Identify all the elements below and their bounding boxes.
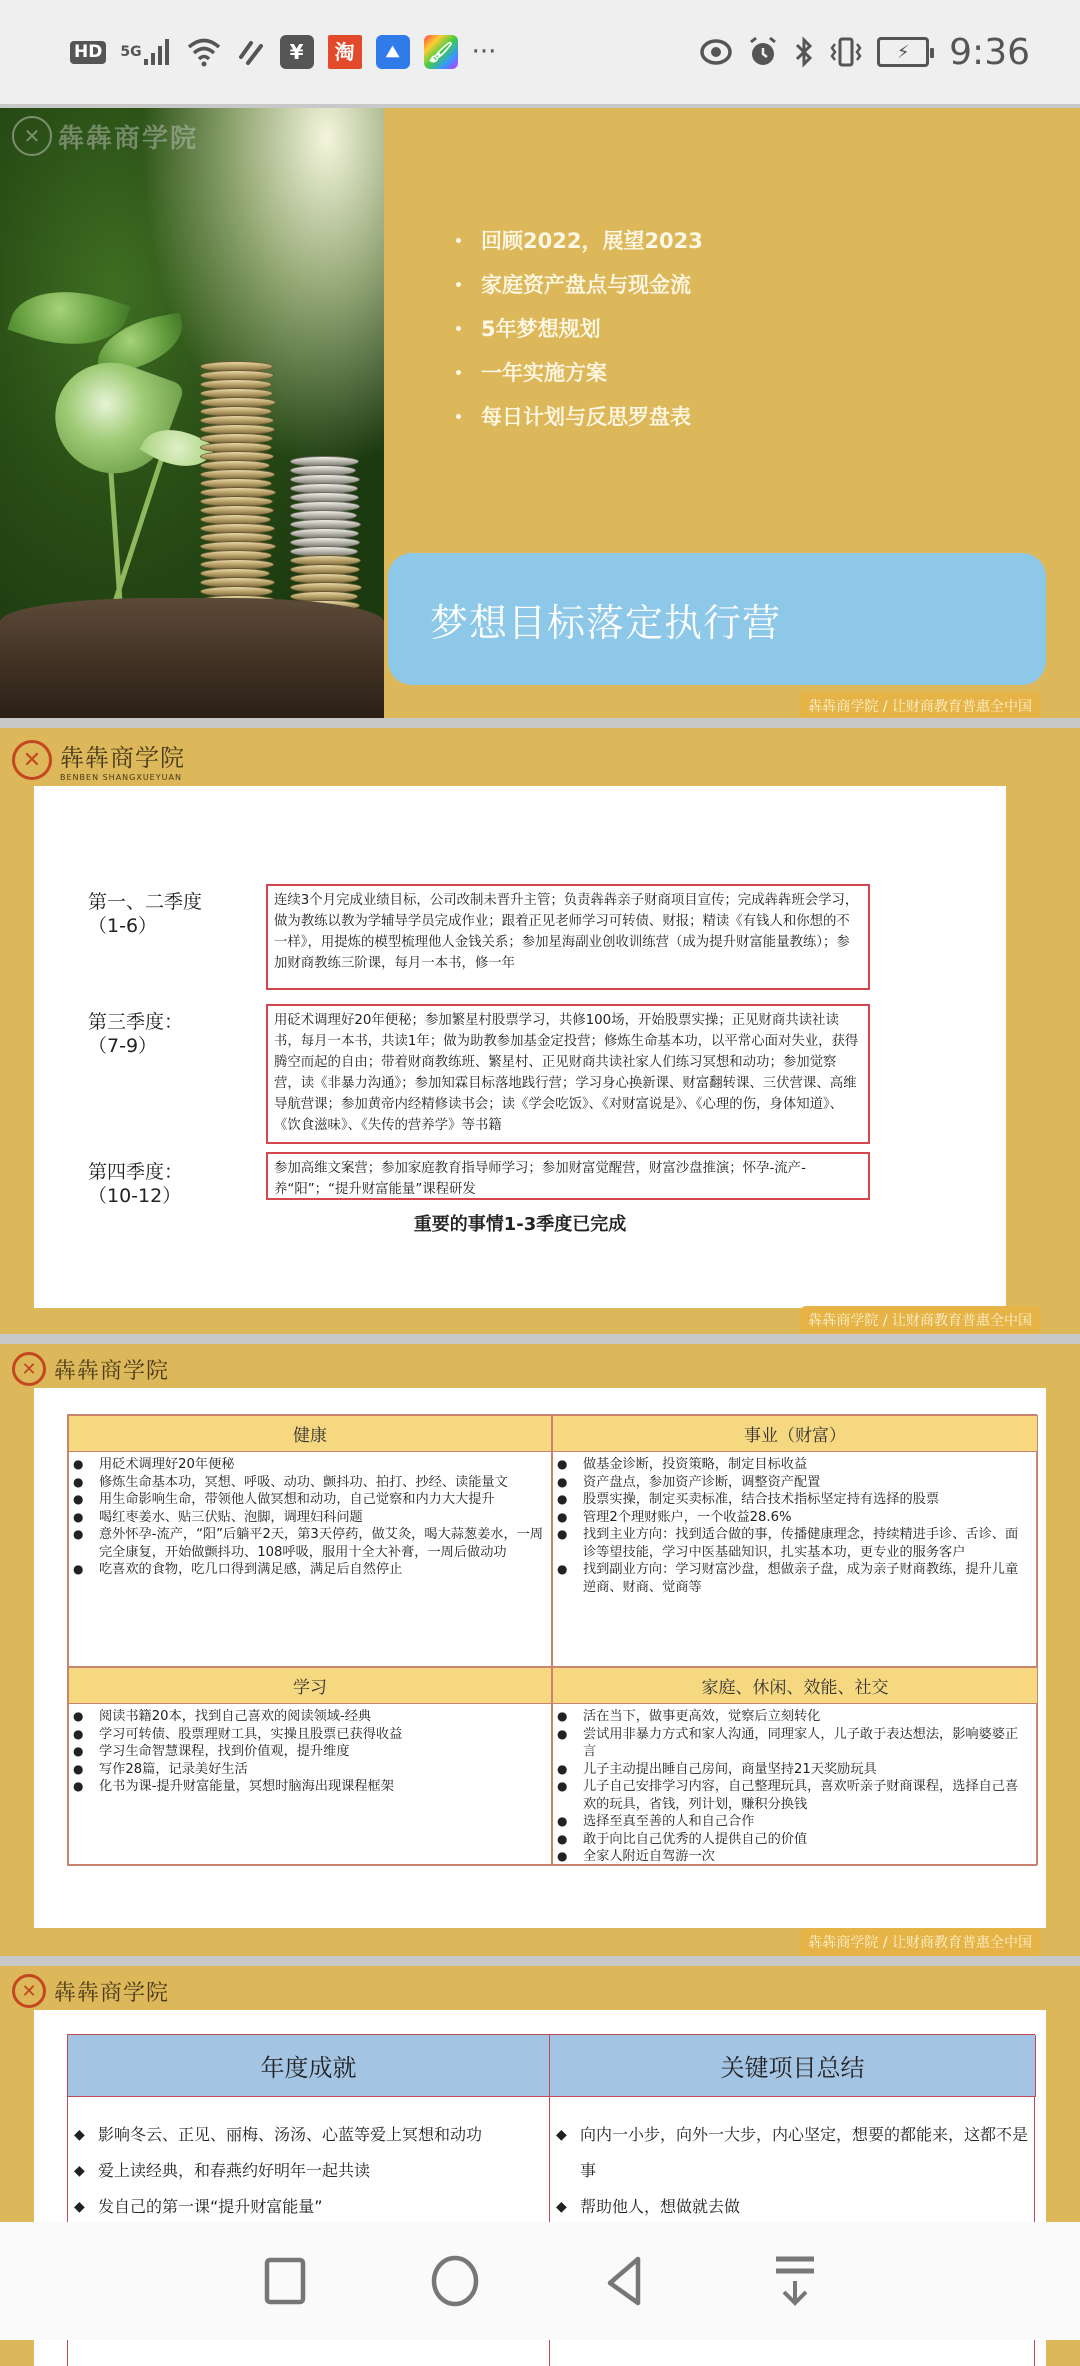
system-nav-bar bbox=[0, 2222, 1080, 2340]
bullet-icon: ● bbox=[73, 1709, 84, 1723]
soil bbox=[0, 598, 384, 718]
list-item bbox=[73, 1509, 545, 1527]
agenda-item: 每日计划与反思罗盘表 bbox=[456, 394, 703, 438]
list-item-text: 全家人附近自驾游一次 bbox=[583, 1849, 715, 1864]
list-item bbox=[557, 1561, 1031, 1596]
column-header-achievements: 年度成就 bbox=[68, 2035, 550, 2097]
bullet-icon: ● bbox=[557, 1474, 568, 1489]
bullet-icon: ◆ bbox=[556, 2127, 567, 2143]
list-item bbox=[557, 1813, 1031, 1831]
bullet-icon: ● bbox=[557, 1709, 568, 1723]
agenda-item: 5年梦想规划 bbox=[456, 306, 703, 350]
bullet-dot-icon bbox=[456, 238, 461, 243]
more-dots-icon: ··· bbox=[471, 37, 497, 67]
list-item bbox=[557, 1848, 1031, 1865]
agenda-item: 一年实施方案 bbox=[456, 350, 703, 394]
bullet-dot-icon bbox=[456, 370, 461, 375]
list-item-text: 找到副业方向：学习财富沙盘，想做亲子盘，成为亲子财商教练，提升儿童逆商、财商、觉商等 bbox=[583, 1562, 1019, 1595]
list-item bbox=[73, 1526, 545, 1561]
bullet-dot-icon bbox=[456, 326, 461, 331]
bullet-icon: ● bbox=[557, 1779, 568, 1793]
hd-icon: HD bbox=[70, 41, 106, 64]
area-list bbox=[69, 1452, 551, 1579]
list-item-text: 股票实操，制定买卖标准，结合技术指标坚定持有选择的股票 bbox=[583, 1492, 940, 1507]
vibrate-icon bbox=[829, 36, 863, 68]
bullet-icon: ● bbox=[557, 1814, 568, 1828]
bullet-icon: ● bbox=[73, 1474, 84, 1489]
area-cell-family: 家庭、休闲、效能、社交 ● 活在当下，做事更高效，觉察后立刻转化 ● 尝试用非暴力方式和家人沟通，同理家人，儿子敢于表达想法，影响婆婆正言 ● 儿子主动提出睡自己房间，商量坚持21天奖励玩具 ● 儿子自己安排学习内容，自己整理玩具，喜欢听亲子财商课程，选择自己喜欢的玩具，省钱，列计划，赚积分换钱 ● 选择至真至善的人和自己合作 ● 敢于向比自己优秀的人提供自己的价值 ● 全家人附近自驾游一次 bbox=[552, 1667, 1038, 1865]
bullet-icon: ● bbox=[557, 1726, 568, 1741]
slide-footer: 犇犇商学院 / 让财商教育普惠全中国 bbox=[800, 692, 1040, 718]
back-triangle-icon bbox=[600, 2255, 650, 2307]
slide-four-areas bbox=[0, 1344, 1080, 1956]
home-circle-icon bbox=[429, 2255, 481, 2307]
bluetooth-icon bbox=[793, 36, 815, 68]
area-cell-health: 健康 ● 用砭术调理好20年便秘 ● 修炼生命基本功，冥想、呼吸、动功、颤抖功、拍打、抄经、读能量文 ● 用生命影响生命，带领他人做冥想和动功，自己觉察和内力大大提升 ● 喝红枣姜水、贴三伏贴、泡脚，调理妇科问题 ● 意外怀孕-流产，“阳”后躺平2天，第3天停药，做艾灸，喝大蒜葱姜水，一周完全康复，开始做颤抖功、108呼吸，服用十全大补膏，一周后做动功 ● 吃喜欢的食物，吃几口得到满足感，满足后自然停止 bbox=[68, 1415, 552, 1667]
list-item bbox=[557, 1761, 1031, 1779]
brand-mark-icon: ✕ bbox=[12, 116, 52, 156]
list-item-text: 化书为课-提升财富能量，冥想时脑海出现课程框架 bbox=[99, 1779, 394, 1794]
list-item bbox=[557, 1831, 1031, 1849]
coin-stack-short bbox=[290, 458, 362, 611]
brand-mark-icon: ✕ bbox=[12, 740, 52, 780]
list-item bbox=[556, 2117, 1028, 2189]
list-item bbox=[73, 1456, 545, 1474]
list-item-text: 爱上读经典，和春燕约好明年一起共读 bbox=[98, 2161, 371, 2180]
bullet-icon: ● bbox=[73, 1744, 84, 1758]
quarter-text-box: 参加高维文案营；参加家庭教育指导师学习；参加财富觉醒营，财富沙盘推演；怀孕-流产-养“阳”；“提升财富能量”课程研发 bbox=[266, 1152, 870, 1200]
list-item-text: 影响冬云、正见、丽梅、汤汤、心蓝等爱上冥想和动功 bbox=[98, 2125, 483, 2144]
list-item-text: 找到主业方向：找到适合做的事，传播健康理念，持续精进手诊、舌诊、面诊等望技能，学习中医基础知识，扎实基本功，更专业的服务客户 bbox=[583, 1527, 1019, 1560]
bullet-icon: ● bbox=[73, 1527, 84, 1541]
wifi-icon bbox=[186, 37, 222, 67]
list-item-text: 帮助他人，想做就去做 bbox=[580, 2197, 741, 2216]
back-button[interactable] bbox=[540, 2241, 710, 2321]
list-item-text: 选择至真至善的人和自己合作 bbox=[583, 1814, 755, 1829]
slide-content-card bbox=[34, 1388, 1046, 1928]
list-item-text: 写作28篇，记录美好生活 bbox=[99, 1761, 248, 1777]
list-item bbox=[557, 1509, 1031, 1527]
list-item-text: 敢于向比自己优秀的人提供自己的价值 bbox=[583, 1831, 808, 1847]
bullet-icon: ● bbox=[73, 1726, 84, 1741]
bullet-icon: ● bbox=[557, 1562, 568, 1576]
quarter-label: 第三季度： （7-9） bbox=[88, 1011, 184, 1057]
list-item-text: 尝试用非暴力方式和家人沟通，同理家人，儿子敢于表达想法，影响婆婆正言 bbox=[583, 1726, 1019, 1759]
list-item-text: 发自己的第一课“提升财富能量” bbox=[98, 2197, 323, 2216]
bullet-icon: ◆ bbox=[556, 2199, 567, 2215]
list-item-text: 吃喜欢的食物，吃几口得到满足感，满足后自然停止 bbox=[99, 1562, 403, 1577]
home-button[interactable] bbox=[370, 2241, 540, 2321]
recents-square-icon bbox=[260, 2256, 310, 2306]
quarter-text-box: 用砭术调理好20年便秘；参加繁星村股票学习，共修100场，开始股票实操；正见财商共读社读书，每月一本书，共读1年；做为助教参加基金定投营；修炼生命基本功，以平常心面对失业，获得腾空而起的自由；带着财商教练班、繁星村、正见财商共读社家人们练习冥想和动功；参加觉察营，读《非暴力沟通》；参加知霖目标落地践行营；学习身心换新课、财富翻转课、三伏营课、高维导航营课；参加黄帝内经精修读书会；读《学会吃饭》、《对财富说是》、《心理的伤，身体知道》、《饮食滋味》、《失传的营养学》等书籍 bbox=[266, 1004, 870, 1144]
list-item-text: 儿子自己安排学习内容，自己整理玩具，喜欢听亲子财商课程，选择自己喜欢的玩具，省钱，列计划，赚积分换钱 bbox=[583, 1779, 1019, 1812]
list-item bbox=[73, 1491, 545, 1509]
link-icon bbox=[236, 37, 266, 67]
list-item-text: 向内一小步，向外一大步，内心坚定，想要的都能来，这都不是事 bbox=[580, 2125, 1029, 2180]
list-item-text: 阅读书籍20本，找到自己喜欢的阅读领域-经典 bbox=[99, 1709, 372, 1724]
bullet-icon: ● bbox=[73, 1457, 84, 1471]
agenda-list bbox=[456, 218, 703, 438]
list-item-text: 用砭术调理好20年便秘 bbox=[99, 1457, 235, 1472]
alarm-icon bbox=[747, 36, 779, 68]
battery-charging-icon: ⚡ bbox=[877, 37, 929, 67]
list-item bbox=[557, 1456, 1031, 1474]
column-header-key-projects: 关键项目总结 bbox=[550, 2035, 1036, 2097]
list-item bbox=[73, 1761, 545, 1779]
bullet-icon: ● bbox=[557, 1527, 568, 1541]
list-item bbox=[557, 1778, 1031, 1813]
bullet-icon: ● bbox=[557, 1761, 568, 1776]
bullet-dot-icon bbox=[456, 414, 461, 419]
list-item-text: 喝红枣姜水、贴三伏贴、泡脚，调理妇科问题 bbox=[99, 1509, 363, 1525]
area-cell-learning: 学习 ● 阅读书籍20本，找到自己喜欢的阅读领域-经典 ● 学习可转债、股票理财工具，实操且股票已获得收益 ● 学习生命智慧课程，找到价值观，提升维度 ● 写作28篇，记录美好生活 ● 化书为课-提升财富能量，冥想时脑海出现课程框架 bbox=[68, 1667, 552, 1865]
agenda-item: 回顾2022，展望2023 bbox=[456, 218, 703, 262]
list-item bbox=[73, 1743, 545, 1761]
list-item-text: 儿子主动提出睡自己房间，商量坚持21天奖励玩具 bbox=[583, 1761, 877, 1777]
bullet-icon: ● bbox=[557, 1509, 568, 1524]
list-item-text: 活在当下，做事更高效，觉察后立刻转化 bbox=[583, 1709, 821, 1724]
cloud-app-icon: ⛰ bbox=[376, 35, 410, 69]
bullet-icon: ● bbox=[73, 1761, 84, 1776]
bullet-icon: ● bbox=[73, 1779, 84, 1793]
5g-signal-icon: 5G bbox=[120, 37, 171, 67]
life-areas-grid bbox=[67, 1414, 1037, 1866]
brand-logo: ✕ 犇犇商学院 BENBEN SHANGXUEYUAN bbox=[12, 738, 185, 782]
list-item-text: 意外怀孕-流产，“阳”后躺平2天，第3天停药，做艾灸，喝大蒜葱姜水，一周完全康复，开始做颤抖功、108呼吸，服用十全大补膏，一周后做动功 bbox=[99, 1527, 544, 1560]
area-cell-career: 事业（财富） ● 做基金诊断，投资策略，制定目标收益 ● 资产盘点，参加资产诊断，调整资产配置 ● 股票实操，制定买卖标准，结合技术指标坚定持有选择的股票 ● 管理2个理财账户，一个收益28.6% ● 找到主业方向：找到适合做的事，传播健康理念，持续精进手诊、舌诊、面诊等望技能，学习中医基础知识，扎实基本功，更专业的服务客户 ● 找到副业方向：学习财富沙盘，想做亲子盘，成为亲子财商教练，提升儿童逆商、财商、觉商等 bbox=[552, 1415, 1038, 1667]
list-item bbox=[557, 1708, 1031, 1726]
notification-pull-button[interactable] bbox=[710, 2241, 880, 2321]
slide-content-card bbox=[34, 786, 1006, 1308]
brand-logo-faded: ✕ 犇犇商学院 bbox=[12, 116, 198, 156]
wallet-app-icon: ¥ bbox=[280, 35, 314, 69]
bullet-icon: ● bbox=[557, 1831, 568, 1846]
brand-mark-icon: ✕ bbox=[12, 1974, 46, 2008]
bullet-icon: ● bbox=[73, 1509, 84, 1524]
list-item bbox=[74, 2117, 541, 2153]
slide-cover bbox=[0, 108, 1080, 718]
agenda-item: 家庭资产盘点与现金流 bbox=[456, 262, 703, 306]
paint-app-icon: 🖌 bbox=[424, 35, 458, 69]
list-item bbox=[74, 2153, 541, 2189]
quarter-label: 第四季度： （10-12） bbox=[88, 1161, 184, 1207]
area-list bbox=[553, 1704, 1037, 1865]
recents-button[interactable] bbox=[200, 2241, 370, 2321]
list-item bbox=[557, 1474, 1031, 1492]
list-item bbox=[556, 2189, 1028, 2225]
pull-down-icon bbox=[770, 2255, 820, 2307]
status-right-icons bbox=[699, 32, 1030, 73]
list-item bbox=[557, 1491, 1031, 1509]
slide-footer: 犇犇商学院 / 让财商教育普惠全中国 bbox=[800, 1928, 1040, 1956]
list-item-text: 做基金诊断，投资策略，制定目标收益 bbox=[583, 1457, 808, 1472]
bullet-dot-icon bbox=[456, 282, 461, 287]
bullet-icon: ● bbox=[73, 1562, 84, 1576]
bullet-icon: ◆ bbox=[74, 2127, 85, 2143]
list-item-text: 修炼生命基本功，冥想、呼吸、动功、颤抖功、拍打、抄经、读能量文 bbox=[99, 1474, 508, 1490]
list-item-text: 资产盘点，参加资产诊断，调整资产配置 bbox=[583, 1474, 821, 1490]
list-item bbox=[73, 1561, 545, 1579]
eye-icon bbox=[699, 37, 733, 67]
brand-logo: ✕ 犇犇商学院 bbox=[12, 1352, 169, 1386]
bullet-icon: ● bbox=[73, 1492, 84, 1506]
coin-stack-tall bbox=[200, 363, 276, 633]
list-item bbox=[557, 1726, 1031, 1761]
list-item bbox=[74, 2189, 541, 2225]
list-item bbox=[73, 1474, 545, 1492]
cover-photo-plant-coins bbox=[0, 108, 384, 718]
cover-title-banner bbox=[388, 553, 1046, 685]
cover-title: 梦想目标落定执行营 bbox=[430, 600, 782, 645]
status-time: 9:36 bbox=[949, 31, 1030, 73]
bullet-icon: ● bbox=[557, 1492, 568, 1506]
quarter-text-box: 连续3个月完成业绩目标，公司改制未晋升主管；负责犇犇亲子财商项目宣传；完成犇犇班会学习，做为教练以教为学辅导学员完成作业；跟着正见老师学习可转债、财报；精读《有钱人和你想的不一样》，用提炼的模型梳理他人金钱关系；参加星海副业创收训练营（成为提升财富能量教练）；参加财商教练三阶课，每月一本书，修一年 bbox=[266, 884, 870, 990]
status-left-icons bbox=[70, 35, 496, 69]
bullet-icon: ● bbox=[557, 1457, 568, 1471]
quarter-label: 第一、二季度 （1-6） bbox=[88, 891, 203, 937]
slide-quarterly-review bbox=[0, 728, 1080, 1334]
brand-mark-icon: ✕ bbox=[12, 1352, 46, 1386]
list-item-text: 学习可转债、股票理财工具，实操且股票已获得收益 bbox=[99, 1726, 403, 1742]
brand-logo: ✕ 犇犇商学院 bbox=[12, 1974, 169, 2008]
area-list bbox=[69, 1704, 551, 1796]
bullet-icon: ◆ bbox=[74, 2199, 85, 2215]
area-list bbox=[553, 1452, 1037, 1596]
review-summary: 重要的事情1-3季度已完成 bbox=[413, 1214, 627, 1235]
taobao-app-icon: 淘 bbox=[328, 35, 362, 69]
bullet-icon: ● bbox=[557, 1849, 568, 1863]
list-item bbox=[73, 1778, 545, 1796]
slide-footer: 犇犇商学院 / 让财商教育普惠全中国 bbox=[800, 1306, 1040, 1334]
plant-leaf bbox=[40, 347, 186, 490]
list-item bbox=[557, 1526, 1031, 1561]
list-item-text: 学习生命智慧课程，找到价值观，提升维度 bbox=[99, 1744, 350, 1759]
list-item-text: 管理2个理财账户，一个收益28.6% bbox=[583, 1509, 792, 1525]
list-item bbox=[73, 1726, 545, 1744]
status-bar bbox=[0, 0, 1080, 104]
list-item bbox=[73, 1708, 545, 1726]
bullet-icon: ◆ bbox=[74, 2163, 85, 2179]
list-item-text: 用生命影响生命，带领他人做冥想和动功，自己觉察和内力大大提升 bbox=[99, 1492, 495, 1507]
